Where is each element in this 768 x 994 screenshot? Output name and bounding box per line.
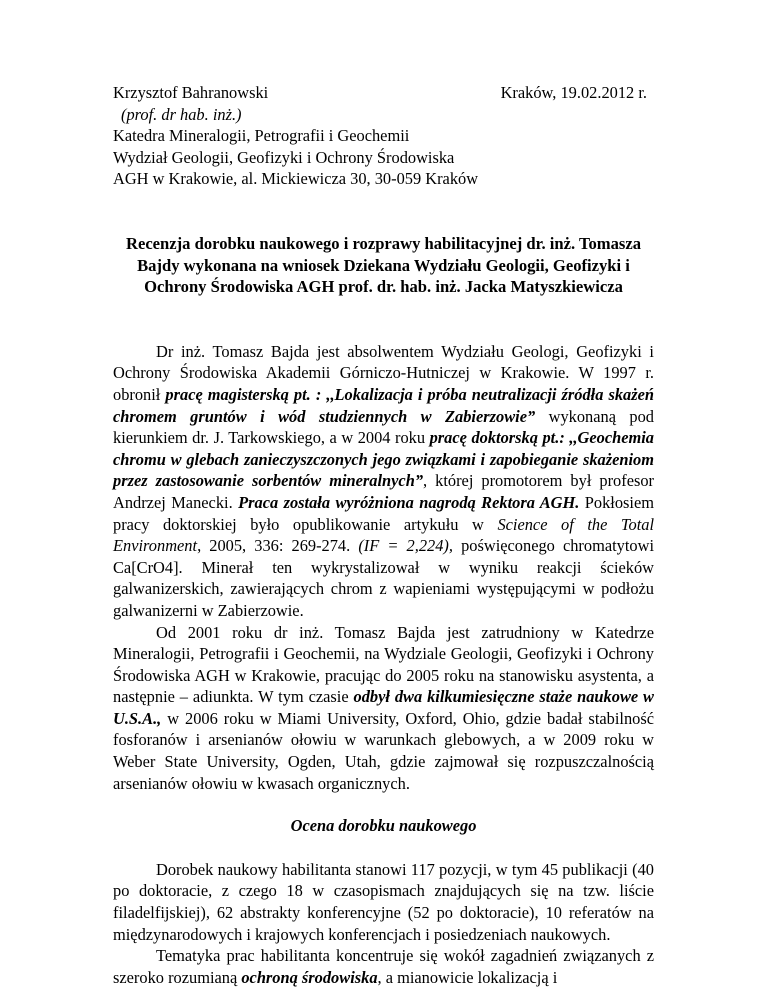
text-span: poświęconego chromatytowi Ca[CrO4]. Minerał ten wykrystalizował w wyniku reakcji ścieków galwanizerskich, zawierających chrom z wapieniami występującymi w podłożu galwanizerni w Zabierzowie. [113, 536, 654, 620]
journal-name: Science of the Total Environment [113, 514, 654, 556]
paragraph-publications: Dorobek naukowy habilitanta stanowi 117 pozycji, w tym 45 publikacji (40 po doktoracie, z czego 18 w czasopismach znajdujących się na tzw. liście filadelfijskiej), 62 abstrakty konferencyjne (52 po doktoracie), 10 referatów na międzynarodowych i krajowych konferencjach i posiedzeniach naukowych. [113, 859, 654, 944]
text-span: Od 2001 roku dr inż. Tomasz Bajda jest zatrudniony w Katedrze Mineralogii, Petrografii i Geochemii, na Wydziale Geologii, Geofizyki i Ochrony Środowiska AGH w Krakowie, pracując do 2005 roku na stanowisku asystenta, a następnie – adiunkta. W tym czasie [113, 622, 654, 707]
emphasis-span: Praca została wyróżniona nagrodą Rektora AGH. [238, 492, 580, 512]
department: Katedra Mineralogii, Petrografii i Geochemii [113, 126, 410, 146]
document-title: Recenzja dorobku naukowego i rozprawy habilitacyjnej dr. inż. Tomasza Bajdy wykonana na wniosek Dziekana Wydziału Geologii, Geofizyki i Ochrony Środowiska AGH prof. dr. hab. inż. Jacka Matyszkiewicza [125, 234, 642, 297]
place-date: Kraków, 19.02.2012 r. [500, 83, 647, 102]
text-span: w 2006 roku w Miami University, Oxford, Ohio, gdzie badał stabilność fosforanów i arsenianów ołowiu w warunkach glebowych, a w 2009 roku w Weber State University, Ogden, Utah, gdzie zajmował się rozpuszczalnością arsenianów ołowiu w kwasach organicznych. [113, 708, 654, 793]
address: AGH w Krakowie, al. Mickiewicza 30, 30-059 Kraków [113, 169, 479, 189]
emphasis-span: pracę doktorską pt.: ,,Geochemia chromu w glebach zanieczyszczonych jego związkami i zapobieganie skażeniom przez zastosowanie sorbentów mineralnych” [113, 428, 654, 491]
text-span: , 2005, 336: 269-274. [197, 536, 359, 556]
faculty: Wydział Geologii, Geofizyki i Ochrony Środowiska [113, 147, 455, 167]
author-name: Krzysztof Bahranowski [113, 83, 269, 102]
text-span: wykonaną pod kierunkiem dr. J. Tarkowskiego, a w 2004 roku [113, 406, 654, 448]
text-span: Pokłosiem pracy doktorskiej było opublikowanie artykułu w [113, 492, 654, 534]
paragraph-topics [113, 945, 654, 988]
text-span: Dr inż. Tomasz Bajda jest absolwentem Wydziału Geologi, Geofizyki i Ochrony Środowiska Akademii Górniczo-Hutniczej w Krakowie. W 1997 r. obronił [113, 341, 654, 404]
document-body [113, 341, 654, 989]
paragraph-employment [113, 622, 654, 795]
paragraph-education [113, 341, 654, 622]
text-span: , a mianowicie lokalizacją i [377, 967, 558, 987]
emphasis-span: ochroną środowiska [241, 967, 378, 987]
author-title: (prof. dr hab. inż.) [121, 104, 242, 124]
document-page [113, 82, 654, 988]
emphasis-span: odbył dwa kilkumiesięczne staże naukowe w U.S.A., [113, 687, 654, 728]
emphasis-span: pracę magisterską pt. : ,,Lokalizacja i próba neutralizacji źródła skażeń chromem gruntów i wód studziennych w Zabierzowie” [113, 384, 654, 426]
letter-header [113, 82, 654, 190]
impact-factor: (IF = 2,224), [358, 536, 453, 556]
text-span: Tematyka prac habilitanta koncentruje się wokół zagadnień związanych z szeroko rozumianą [113, 946, 654, 987]
text-span: , której promotorem był profesor Andrzej Manecki. [113, 471, 655, 512]
section-heading: Ocena dorobku naukowego [290, 816, 477, 836]
